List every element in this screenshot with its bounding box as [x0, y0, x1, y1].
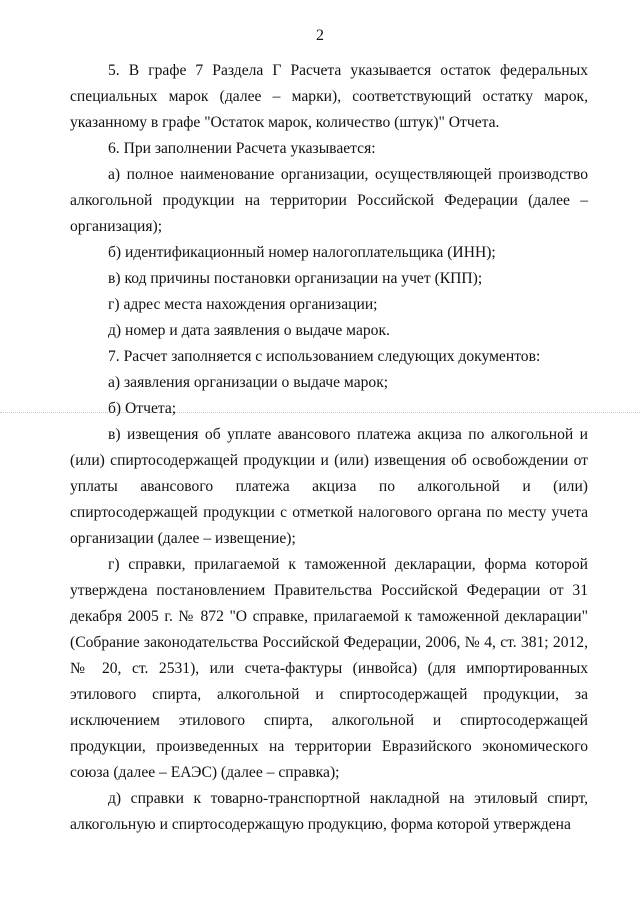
- paragraph-7b: б) Отчета;: [108, 400, 177, 417]
- paragraph-6d: г) адрес места нахождения организации;: [108, 296, 378, 313]
- page-number: 2: [316, 27, 324, 44]
- paragraph-5: 5. В графе 7 Раздела Г Расчета указывается остаток федеральных специальных марок (далее – марки), соответствующий остатку марок, указанному в графе "Остаток марок, количество (штук)" Отчета.: [70, 62, 588, 131]
- paragraph-7d: г) справки, прилагаемой к таможенной декларации, форма которой утверждена постановлением Правительства Российской Федерации от 31 декабря 2005 г. № 872 "О справке, прилагаемой к таможенной декларации" (Собрание законодательства Российской Федерации, 2006, № 4, ст. 381; 2012, № 20, ст. 2531), или счета-фактуры (инвойса) (для импортированных этилового спирта, алкогольной и спиртосодержащей продукции, за исключением этилового спирта, алкогольной и спиртосодержащей продукции, произведенных на территории Евразийского экономического союза (далее – ЕАЭС) (далее – справка);: [70, 556, 588, 781]
- paragraph-7e: д) справки к товарно-транспортной накладной на этиловый спирт, алкогольную и спиртосодержащую продукцию, форма которой утверждена: [70, 790, 588, 833]
- paragraph-6b: б) идентификационный номер налогоплательщика (ИНН);: [108, 244, 496, 261]
- paragraph-7: 7. Расчет заполняется с использованием следующих документов:: [108, 348, 541, 365]
- paragraph-6: 6. При заполнении Расчета указывается:: [108, 140, 376, 157]
- paragraph-6c: в) код причины постановки организации на учет (КПП);: [108, 270, 483, 287]
- paragraph-6e: д) номер и дата заявления о выдаче марок.: [108, 322, 390, 339]
- paragraph-7c: в) извещения об уплате авансового платежа акциза по алкогольной и (или) спиртосодержащей продукции и (или) извещения об освобождении от уплаты авансового платежа акциза по алкогольной и (или) спиртосодержащей продукции с отметкой налогового органа по месту учета организации (далее – извещение);: [70, 426, 588, 547]
- paragraph-7a: а) заявления организации о выдаче марок;: [108, 374, 389, 391]
- paragraph-6a: а) полное наименование организации, осуществляющей производство алкогольной продукции на территории Российской Федерации (далее – организация);: [70, 166, 588, 235]
- document-body: [70, 58, 588, 838]
